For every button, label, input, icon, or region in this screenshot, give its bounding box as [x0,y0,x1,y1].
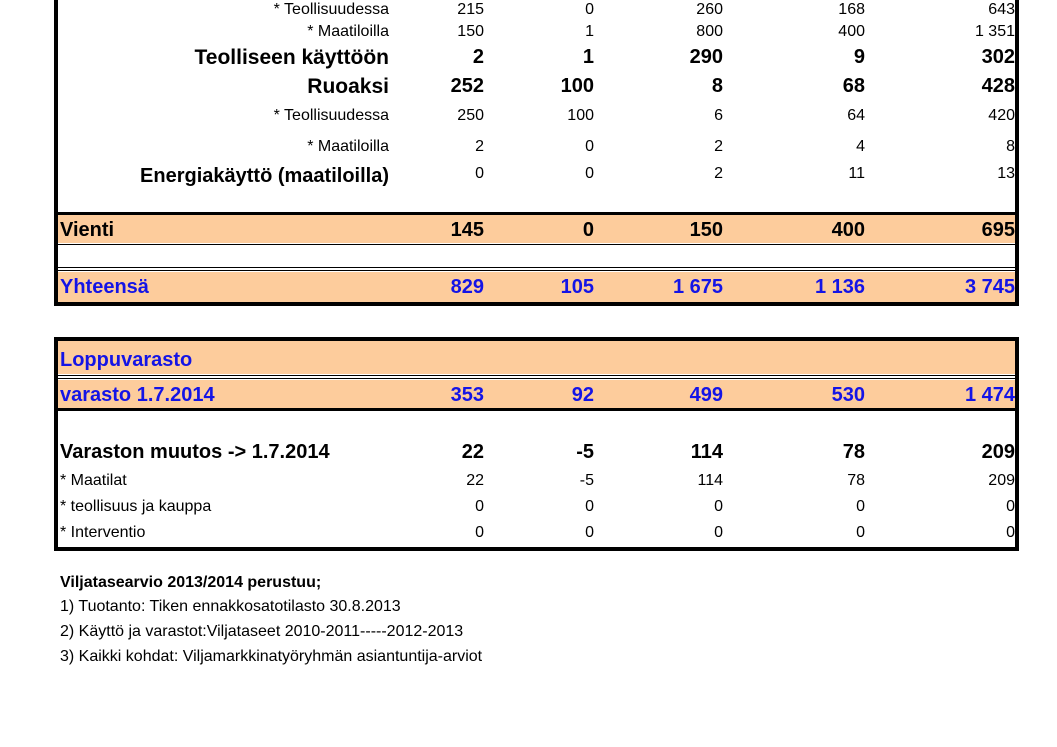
row-value: 800 [696,23,723,40]
varasto-value: 92 [571,384,594,406]
row-label: * Maatiloilla [307,23,389,40]
row-value: 68 [842,75,865,97]
varaston-muutos-row [58,439,1015,467]
row-value: 400 [838,23,865,40]
varasto-value: 1 474 [964,384,1015,406]
row-value: 150 [457,23,484,40]
balance-table [54,0,1019,306]
table-row [58,45,1015,73]
row-value: 252 [450,75,484,97]
vienti-row [58,215,1015,243]
varasto-value: 353 [450,384,484,406]
row-value: 78 [847,472,865,489]
vienti-value: 145 [450,219,484,241]
row-value: 0 [585,498,594,515]
row-value: 11 [848,165,865,182]
row-value: -5 [579,472,594,489]
table-row [58,22,1015,44]
yhteensa-label: Yhteensä [60,276,149,298]
row-value: 428 [981,75,1015,97]
note-line: 1) Tuotanto: Tiken ennakkosatotilasto 30.8.2013 [60,598,401,615]
row-value: 0 [714,498,723,515]
yhteensa-value: 3 745 [964,276,1015,298]
table-row [58,471,1015,493]
row-value: 6 [714,107,723,124]
vienti-value: 0 [582,219,594,241]
row-value: 9 [853,46,865,68]
row-value: 2 [714,165,723,182]
row-label: * Maatilat [60,472,127,489]
vienti-value: 400 [831,219,865,241]
loppuvarasto-table [54,337,1019,551]
yhteensa-row [58,272,1015,302]
row-value: 22 [466,472,484,489]
varasto-value: 499 [689,384,723,406]
row-value: 0 [475,524,484,541]
row-value: 260 [696,1,723,18]
table-row [58,523,1015,545]
row-value: 114 [697,472,723,489]
row-value: 1 [582,46,594,68]
table-row [58,0,1015,20]
row-value: 0 [475,498,484,515]
varaston-muutos-value: -5 [576,441,594,463]
row-value: 1 [585,23,594,40]
varasto-value: 530 [831,384,865,406]
row-value: 0 [1006,498,1015,515]
row-value: 0 [1006,524,1015,541]
row-label: * Teollisuudessa [273,107,389,124]
row-label: * teollisuus ja kauppa [60,498,212,515]
row-value: 0 [585,165,594,182]
row-value: 215 [457,1,484,18]
row-value: 420 [988,107,1015,124]
notes-title: Viljatasearvio 2013/2014 perustuu; [60,574,322,591]
row-value: 250 [457,107,484,124]
table-row [58,164,1015,190]
row-value: 0 [856,498,865,515]
row-value: 13 [997,165,1015,182]
loppuvarasto-title: Loppuvarasto [60,349,193,371]
yhteensa-value: 105 [560,276,594,298]
row-value: 643 [988,1,1015,18]
row-value: 0 [585,1,594,18]
row-label: Teolliseen käyttöön [194,46,389,69]
row-value: 302 [981,46,1015,68]
row-label: Energiakäyttö (maatiloilla) [140,165,389,187]
row-value: 209 [988,472,1015,489]
varaston-muutos-label: Varaston muutos -> 1.7.2014 [60,441,330,463]
vienti-value: 150 [689,219,723,241]
varasto-label: varasto 1.7.2014 [60,384,215,406]
loppuvarasto-header [58,341,1015,374]
varaston-muutos-value: 209 [981,441,1015,463]
row-value: 2 [714,138,723,155]
row-value: 8 [711,75,723,97]
yhteensa-value: 1 136 [814,276,865,298]
row-value: 290 [689,46,723,68]
note-line: 2) Käyttö ja varastot:Viljataseet 2010-2011-----2012-2013 [60,623,464,640]
row-value: 0 [714,524,723,541]
table-row [58,106,1015,130]
varaston-muutos-value: 22 [461,441,484,463]
row-value: 100 [567,107,594,124]
row-value: 0 [585,138,594,155]
table-row [58,74,1015,102]
vienti-value: 695 [981,219,1015,241]
yhteensa-value: 829 [450,276,484,298]
vienti-label: Vienti [60,219,115,241]
row-value: 64 [847,107,865,124]
row-value: 0 [585,524,594,541]
table-row [58,137,1015,161]
row-value: 4 [856,138,865,155]
yhteensa-value: 1 675 [672,276,723,298]
varaston-muutos-value: 114 [690,441,723,463]
note-line: 3) Kaikki kohdat: Viljamarkkinatyöryhmän asiantuntija-arviot [60,648,483,665]
varaston-muutos-value: 78 [842,441,865,463]
row-label: Ruoaksi [307,75,389,98]
row-value: 8 [1006,138,1015,155]
row-value: 168 [838,1,865,18]
row-value: 1 351 [974,23,1015,40]
row-value: 2 [472,46,484,68]
row-value: 0 [856,524,865,541]
row-label: * Teollisuudessa [273,1,389,18]
row-value: 0 [475,165,484,182]
row-value: 100 [560,75,594,97]
table-row [58,497,1015,519]
varasto-row [58,380,1015,408]
row-label: * Maatiloilla [307,138,389,155]
row-value: 2 [475,138,484,155]
row-label: * Interventio [60,524,146,541]
